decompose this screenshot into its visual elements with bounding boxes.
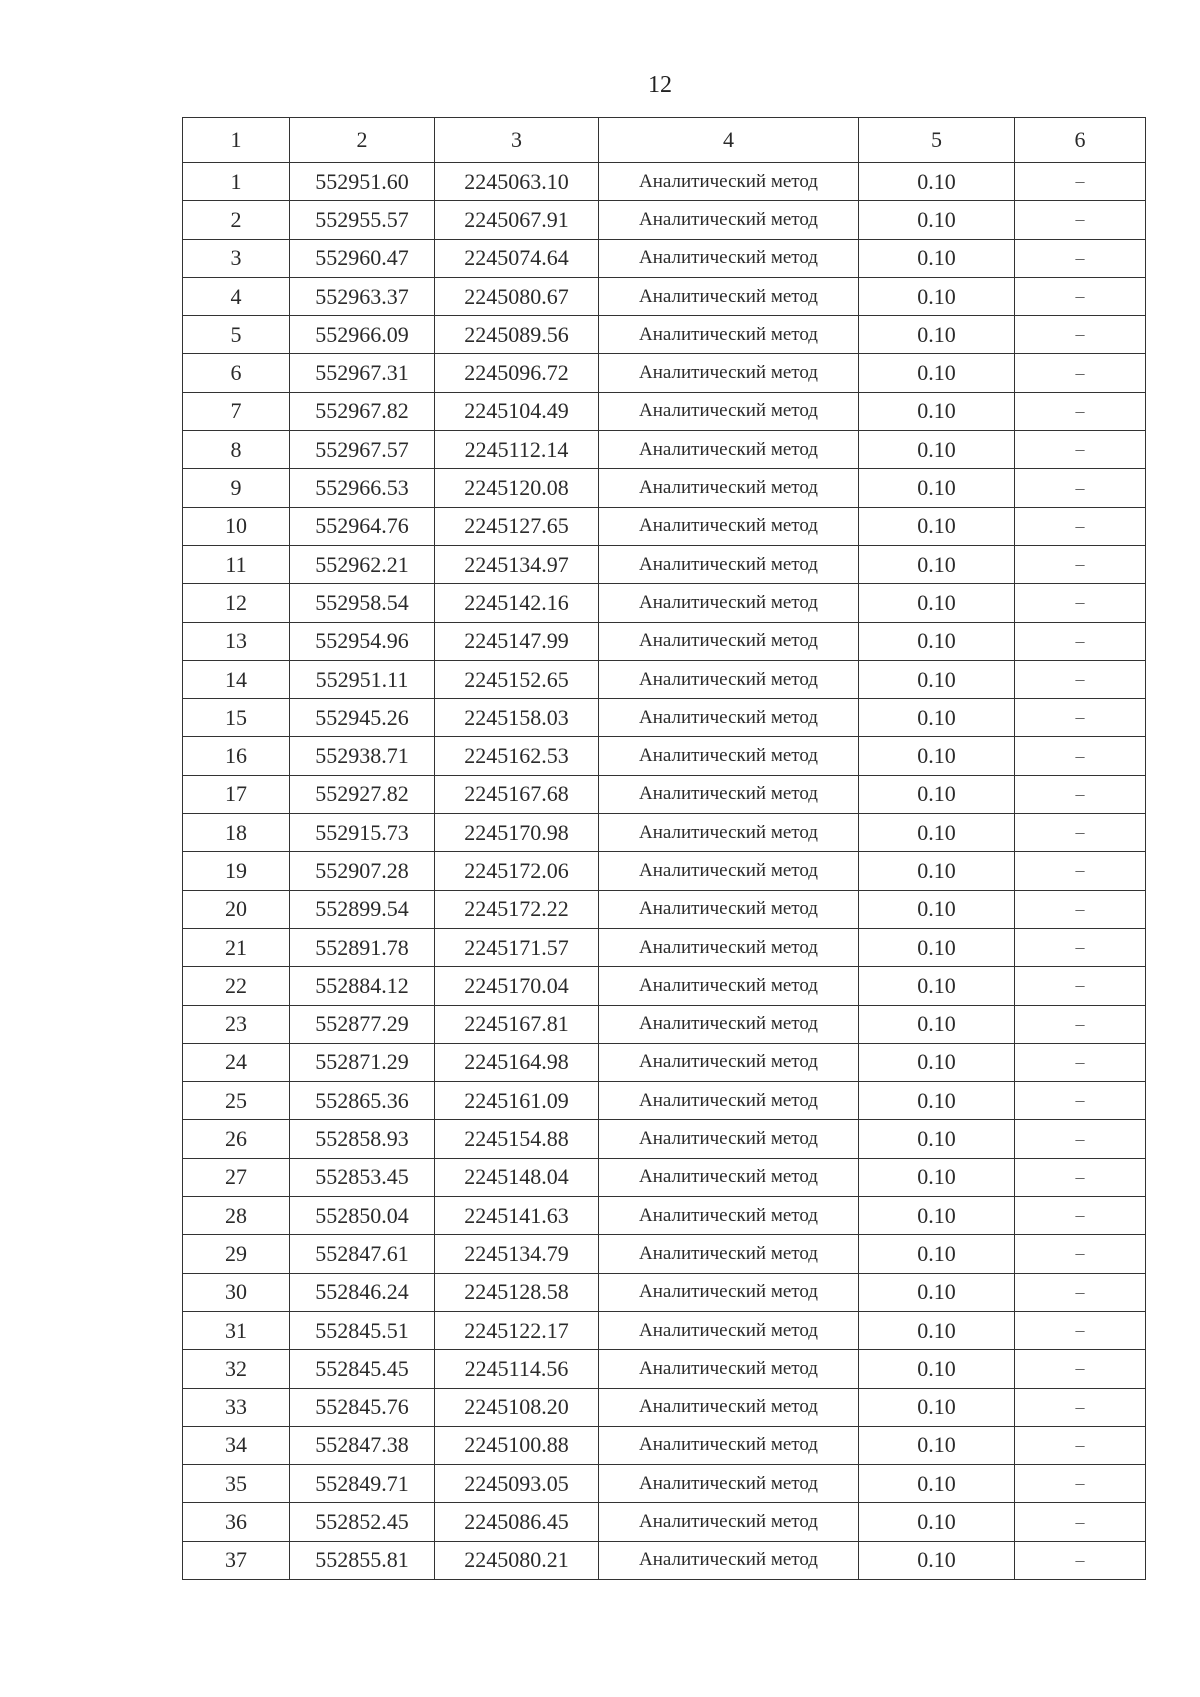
point-number-cell: 11	[183, 545, 290, 583]
y-coordinate-cell: 2245148.04	[435, 1158, 599, 1196]
accuracy-cell: 0.10	[859, 1043, 1015, 1081]
note-cell: –	[1015, 354, 1146, 392]
y-coordinate-cell: 2245171.57	[435, 928, 599, 966]
method-cell: Аналитический метод	[599, 507, 859, 545]
y-coordinate-cell: 2245080.21	[435, 1541, 599, 1579]
point-number-cell: 18	[183, 814, 290, 852]
column-header: 2	[290, 118, 435, 163]
accuracy-cell: 0.10	[859, 1541, 1015, 1579]
method-cell: Аналитический метод	[599, 814, 859, 852]
method-cell: Аналитический метод	[599, 1120, 859, 1158]
y-coordinate-cell: 2245127.65	[435, 507, 599, 545]
point-number-cell: 26	[183, 1120, 290, 1158]
y-coordinate-cell: 2245134.79	[435, 1235, 599, 1273]
y-coordinate-cell: 2245112.14	[435, 431, 599, 469]
table-row	[183, 967, 1146, 1005]
table-row	[183, 277, 1146, 315]
table-row	[183, 354, 1146, 392]
coordinates-table	[182, 117, 1146, 1580]
accuracy-cell: 0.10	[859, 775, 1015, 813]
y-coordinate-cell: 2245141.63	[435, 1197, 599, 1235]
table-body	[183, 118, 1146, 1580]
y-coordinate-cell: 2245104.49	[435, 392, 599, 430]
method-cell: Аналитический метод	[599, 775, 859, 813]
x-coordinate-cell: 552845.51	[290, 1311, 435, 1349]
method-cell: Аналитический метод	[599, 699, 859, 737]
note-cell: –	[1015, 1311, 1146, 1349]
method-cell: Аналитический метод	[599, 431, 859, 469]
note-cell: –	[1015, 163, 1146, 201]
note-cell: –	[1015, 737, 1146, 775]
table-row	[183, 1465, 1146, 1503]
point-number-cell: 9	[183, 469, 290, 507]
note-cell: –	[1015, 1043, 1146, 1081]
point-number-cell: 29	[183, 1235, 290, 1273]
note-cell: –	[1015, 1350, 1146, 1388]
accuracy-cell: 0.10	[859, 967, 1015, 1005]
method-cell: Аналитический метод	[599, 1388, 859, 1426]
x-coordinate-cell: 552877.29	[290, 1005, 435, 1043]
accuracy-cell: 0.10	[859, 354, 1015, 392]
x-coordinate-cell: 552955.57	[290, 201, 435, 239]
y-coordinate-cell: 2245120.08	[435, 469, 599, 507]
point-number-cell: 8	[183, 431, 290, 469]
method-cell: Аналитический метод	[599, 852, 859, 890]
accuracy-cell: 0.10	[859, 392, 1015, 430]
x-coordinate-cell: 552853.45	[290, 1158, 435, 1196]
y-coordinate-cell: 2245074.64	[435, 239, 599, 277]
x-coordinate-cell: 552907.28	[290, 852, 435, 890]
method-cell: Аналитический метод	[599, 201, 859, 239]
note-cell: –	[1015, 1197, 1146, 1235]
accuracy-cell: 0.10	[859, 239, 1015, 277]
accuracy-cell: 0.10	[859, 316, 1015, 354]
y-coordinate-cell: 2245158.03	[435, 699, 599, 737]
column-header: 4	[599, 118, 859, 163]
point-number-cell: 4	[183, 277, 290, 315]
y-coordinate-cell: 2245108.20	[435, 1388, 599, 1426]
point-number-cell: 34	[183, 1426, 290, 1464]
note-cell: –	[1015, 584, 1146, 622]
x-coordinate-cell: 552962.21	[290, 545, 435, 583]
table-row	[183, 1082, 1146, 1120]
x-coordinate-cell: 552850.04	[290, 1197, 435, 1235]
y-coordinate-cell: 2245164.98	[435, 1043, 599, 1081]
note-cell: –	[1015, 392, 1146, 430]
method-cell: Аналитический метод	[599, 239, 859, 277]
note-cell: –	[1015, 1005, 1146, 1043]
point-number-cell: 16	[183, 737, 290, 775]
point-number-cell: 27	[183, 1158, 290, 1196]
table-row	[183, 852, 1146, 890]
x-coordinate-cell: 552966.53	[290, 469, 435, 507]
x-coordinate-cell: 552967.82	[290, 392, 435, 430]
method-cell: Аналитический метод	[599, 545, 859, 583]
accuracy-cell: 0.10	[859, 1350, 1015, 1388]
table-row	[183, 1235, 1146, 1273]
note-cell: –	[1015, 1503, 1146, 1541]
note-cell: –	[1015, 431, 1146, 469]
x-coordinate-cell: 552958.54	[290, 584, 435, 622]
accuracy-cell: 0.10	[859, 201, 1015, 239]
table-row	[183, 431, 1146, 469]
y-coordinate-cell: 2245161.09	[435, 1082, 599, 1120]
note-cell: –	[1015, 507, 1146, 545]
point-number-cell: 32	[183, 1350, 290, 1388]
point-number-cell: 23	[183, 1005, 290, 1043]
note-cell: –	[1015, 852, 1146, 890]
table-row	[183, 507, 1146, 545]
point-number-cell: 20	[183, 890, 290, 928]
y-coordinate-cell: 2245170.04	[435, 967, 599, 1005]
table-row	[183, 814, 1146, 852]
table-row	[183, 1120, 1146, 1158]
table-row	[183, 163, 1146, 201]
method-cell: Аналитический метод	[599, 1273, 859, 1311]
column-header: 6	[1015, 118, 1146, 163]
accuracy-cell: 0.10	[859, 622, 1015, 660]
point-number-cell: 6	[183, 354, 290, 392]
y-coordinate-cell: 2245122.17	[435, 1311, 599, 1349]
table-row	[183, 1311, 1146, 1349]
y-coordinate-cell: 2245172.06	[435, 852, 599, 890]
column-header: 3	[435, 118, 599, 163]
table-row	[183, 1158, 1146, 1196]
method-cell: Аналитический метод	[599, 163, 859, 201]
method-cell: Аналитический метод	[599, 1235, 859, 1273]
x-coordinate-cell: 552845.76	[290, 1388, 435, 1426]
x-coordinate-cell: 552845.45	[290, 1350, 435, 1388]
accuracy-cell: 0.10	[859, 431, 1015, 469]
accuracy-cell: 0.10	[859, 852, 1015, 890]
accuracy-cell: 0.10	[859, 1465, 1015, 1503]
method-cell: Аналитический метод	[599, 967, 859, 1005]
x-coordinate-cell: 552915.73	[290, 814, 435, 852]
accuracy-cell: 0.10	[859, 545, 1015, 583]
point-number-cell: 24	[183, 1043, 290, 1081]
accuracy-cell: 0.10	[859, 1197, 1015, 1235]
y-coordinate-cell: 2245154.88	[435, 1120, 599, 1158]
y-coordinate-cell: 2245063.10	[435, 163, 599, 201]
point-number-cell: 22	[183, 967, 290, 1005]
table-row	[183, 699, 1146, 737]
y-coordinate-cell: 2245100.88	[435, 1426, 599, 1464]
point-number-cell: 31	[183, 1311, 290, 1349]
x-coordinate-cell: 552938.71	[290, 737, 435, 775]
point-number-cell: 10	[183, 507, 290, 545]
method-cell: Аналитический метод	[599, 354, 859, 392]
method-cell: Аналитический метод	[599, 392, 859, 430]
table-row	[183, 890, 1146, 928]
table-row	[183, 392, 1146, 430]
x-coordinate-cell: 552954.96	[290, 622, 435, 660]
method-cell: Аналитический метод	[599, 1082, 859, 1120]
accuracy-cell: 0.10	[859, 1388, 1015, 1426]
note-cell: –	[1015, 928, 1146, 966]
y-coordinate-cell: 2245147.99	[435, 622, 599, 660]
note-cell: –	[1015, 1465, 1146, 1503]
x-coordinate-cell: 552871.29	[290, 1043, 435, 1081]
method-cell: Аналитический метод	[599, 1465, 859, 1503]
method-cell: Аналитический метод	[599, 1426, 859, 1464]
point-number-cell: 33	[183, 1388, 290, 1426]
table-row	[183, 1197, 1146, 1235]
x-coordinate-cell: 552899.54	[290, 890, 435, 928]
column-header: 1	[183, 118, 290, 163]
accuracy-cell: 0.10	[859, 737, 1015, 775]
accuracy-cell: 0.10	[859, 890, 1015, 928]
x-coordinate-cell: 552884.12	[290, 967, 435, 1005]
note-cell: –	[1015, 1273, 1146, 1311]
accuracy-cell: 0.10	[859, 1082, 1015, 1120]
y-coordinate-cell: 2245093.05	[435, 1465, 599, 1503]
accuracy-cell: 0.10	[859, 1158, 1015, 1196]
point-number-cell: 12	[183, 584, 290, 622]
note-cell: –	[1015, 277, 1146, 315]
accuracy-cell: 0.10	[859, 1426, 1015, 1464]
method-cell: Аналитический метод	[599, 1503, 859, 1541]
table-row	[183, 1273, 1146, 1311]
x-coordinate-cell: 552865.36	[290, 1082, 435, 1120]
y-coordinate-cell: 2245086.45	[435, 1503, 599, 1541]
point-number-cell: 25	[183, 1082, 290, 1120]
note-cell: –	[1015, 1235, 1146, 1273]
point-number-cell: 21	[183, 928, 290, 966]
accuracy-cell: 0.10	[859, 469, 1015, 507]
accuracy-cell: 0.10	[859, 584, 1015, 622]
table-row	[183, 775, 1146, 813]
table-row	[183, 1005, 1146, 1043]
method-cell: Аналитический метод	[599, 622, 859, 660]
x-coordinate-cell: 552891.78	[290, 928, 435, 966]
x-coordinate-cell: 552960.47	[290, 239, 435, 277]
method-cell: Аналитический метод	[599, 584, 859, 622]
x-coordinate-cell: 552951.11	[290, 660, 435, 698]
y-coordinate-cell: 2245096.72	[435, 354, 599, 392]
y-coordinate-cell: 2245134.97	[435, 545, 599, 583]
table-row	[183, 316, 1146, 354]
y-coordinate-cell: 2245152.65	[435, 660, 599, 698]
point-number-cell: 3	[183, 239, 290, 277]
accuracy-cell: 0.10	[859, 277, 1015, 315]
x-coordinate-cell: 552855.81	[290, 1541, 435, 1579]
x-coordinate-cell: 552966.09	[290, 316, 435, 354]
accuracy-cell: 0.10	[859, 1005, 1015, 1043]
point-number-cell: 17	[183, 775, 290, 813]
method-cell: Аналитический метод	[599, 737, 859, 775]
table-row	[183, 1388, 1146, 1426]
method-cell: Аналитический метод	[599, 1043, 859, 1081]
y-coordinate-cell: 2245142.16	[435, 584, 599, 622]
column-header: 5	[859, 118, 1015, 163]
x-coordinate-cell: 552963.37	[290, 277, 435, 315]
x-coordinate-cell: 552951.60	[290, 163, 435, 201]
method-cell: Аналитический метод	[599, 890, 859, 928]
x-coordinate-cell: 552852.45	[290, 1503, 435, 1541]
x-coordinate-cell: 552964.76	[290, 507, 435, 545]
point-number-cell: 15	[183, 699, 290, 737]
x-coordinate-cell: 552967.31	[290, 354, 435, 392]
point-number-cell: 1	[183, 163, 290, 201]
table-row	[183, 928, 1146, 966]
method-cell: Аналитический метод	[599, 660, 859, 698]
method-cell: Аналитический метод	[599, 1158, 859, 1196]
table-row	[183, 1350, 1146, 1388]
method-cell: Аналитический метод	[599, 316, 859, 354]
accuracy-cell: 0.10	[859, 814, 1015, 852]
table-header-row	[183, 118, 1146, 163]
point-number-cell: 37	[183, 1541, 290, 1579]
note-cell: –	[1015, 239, 1146, 277]
note-cell: –	[1015, 890, 1146, 928]
note-cell: –	[1015, 545, 1146, 583]
accuracy-cell: 0.10	[859, 1120, 1015, 1158]
y-coordinate-cell: 2245089.56	[435, 316, 599, 354]
accuracy-cell: 0.10	[859, 928, 1015, 966]
note-cell: –	[1015, 201, 1146, 239]
note-cell: –	[1015, 1120, 1146, 1158]
y-coordinate-cell: 2245167.81	[435, 1005, 599, 1043]
accuracy-cell: 0.10	[859, 1235, 1015, 1273]
point-number-cell: 19	[183, 852, 290, 890]
note-cell: –	[1015, 1541, 1146, 1579]
point-number-cell: 5	[183, 316, 290, 354]
accuracy-cell: 0.10	[859, 699, 1015, 737]
point-number-cell: 7	[183, 392, 290, 430]
method-cell: Аналитический метод	[599, 277, 859, 315]
note-cell: –	[1015, 967, 1146, 1005]
note-cell: –	[1015, 316, 1146, 354]
method-cell: Аналитический метод	[599, 1311, 859, 1349]
note-cell: –	[1015, 469, 1146, 507]
y-coordinate-cell: 2245167.68	[435, 775, 599, 813]
table-row	[183, 1426, 1146, 1464]
table-row	[183, 1541, 1146, 1579]
y-coordinate-cell: 2245080.67	[435, 277, 599, 315]
method-cell: Аналитический метод	[599, 1350, 859, 1388]
page-number: 12	[648, 72, 672, 98]
x-coordinate-cell: 552849.71	[290, 1465, 435, 1503]
table-row	[183, 1043, 1146, 1081]
x-coordinate-cell: 552847.38	[290, 1426, 435, 1464]
point-number-cell: 36	[183, 1503, 290, 1541]
table-row	[183, 660, 1146, 698]
note-cell: –	[1015, 699, 1146, 737]
accuracy-cell: 0.10	[859, 1503, 1015, 1541]
note-cell: –	[1015, 1426, 1146, 1464]
note-cell: –	[1015, 775, 1146, 813]
note-cell: –	[1015, 660, 1146, 698]
y-coordinate-cell: 2245162.53	[435, 737, 599, 775]
method-cell: Аналитический метод	[599, 928, 859, 966]
table-row	[183, 239, 1146, 277]
accuracy-cell: 0.10	[859, 163, 1015, 201]
method-cell: Аналитический метод	[599, 1541, 859, 1579]
note-cell: –	[1015, 814, 1146, 852]
y-coordinate-cell: 2245170.98	[435, 814, 599, 852]
x-coordinate-cell: 552945.26	[290, 699, 435, 737]
point-number-cell: 14	[183, 660, 290, 698]
y-coordinate-cell: 2245067.91	[435, 201, 599, 239]
note-cell: –	[1015, 1388, 1146, 1426]
y-coordinate-cell: 2245172.22	[435, 890, 599, 928]
x-coordinate-cell: 552927.82	[290, 775, 435, 813]
table-row	[183, 737, 1146, 775]
table-row	[183, 622, 1146, 660]
table-row	[183, 469, 1146, 507]
note-cell: –	[1015, 622, 1146, 660]
point-number-cell: 28	[183, 1197, 290, 1235]
point-number-cell: 30	[183, 1273, 290, 1311]
x-coordinate-cell: 552858.93	[290, 1120, 435, 1158]
accuracy-cell: 0.10	[859, 1311, 1015, 1349]
note-cell: –	[1015, 1082, 1146, 1120]
x-coordinate-cell: 552847.61	[290, 1235, 435, 1273]
table-row	[183, 1503, 1146, 1541]
table-row	[183, 545, 1146, 583]
method-cell: Аналитический метод	[599, 1005, 859, 1043]
table-row	[183, 584, 1146, 622]
accuracy-cell: 0.10	[859, 1273, 1015, 1311]
y-coordinate-cell: 2245114.56	[435, 1350, 599, 1388]
method-cell: Аналитический метод	[599, 469, 859, 507]
y-coordinate-cell: 2245128.58	[435, 1273, 599, 1311]
point-number-cell: 2	[183, 201, 290, 239]
point-number-cell: 13	[183, 622, 290, 660]
accuracy-cell: 0.10	[859, 507, 1015, 545]
method-cell: Аналитический метод	[599, 1197, 859, 1235]
table-row	[183, 201, 1146, 239]
x-coordinate-cell: 552967.57	[290, 431, 435, 469]
note-cell: –	[1015, 1158, 1146, 1196]
accuracy-cell: 0.10	[859, 660, 1015, 698]
point-number-cell: 35	[183, 1465, 290, 1503]
x-coordinate-cell: 552846.24	[290, 1273, 435, 1311]
